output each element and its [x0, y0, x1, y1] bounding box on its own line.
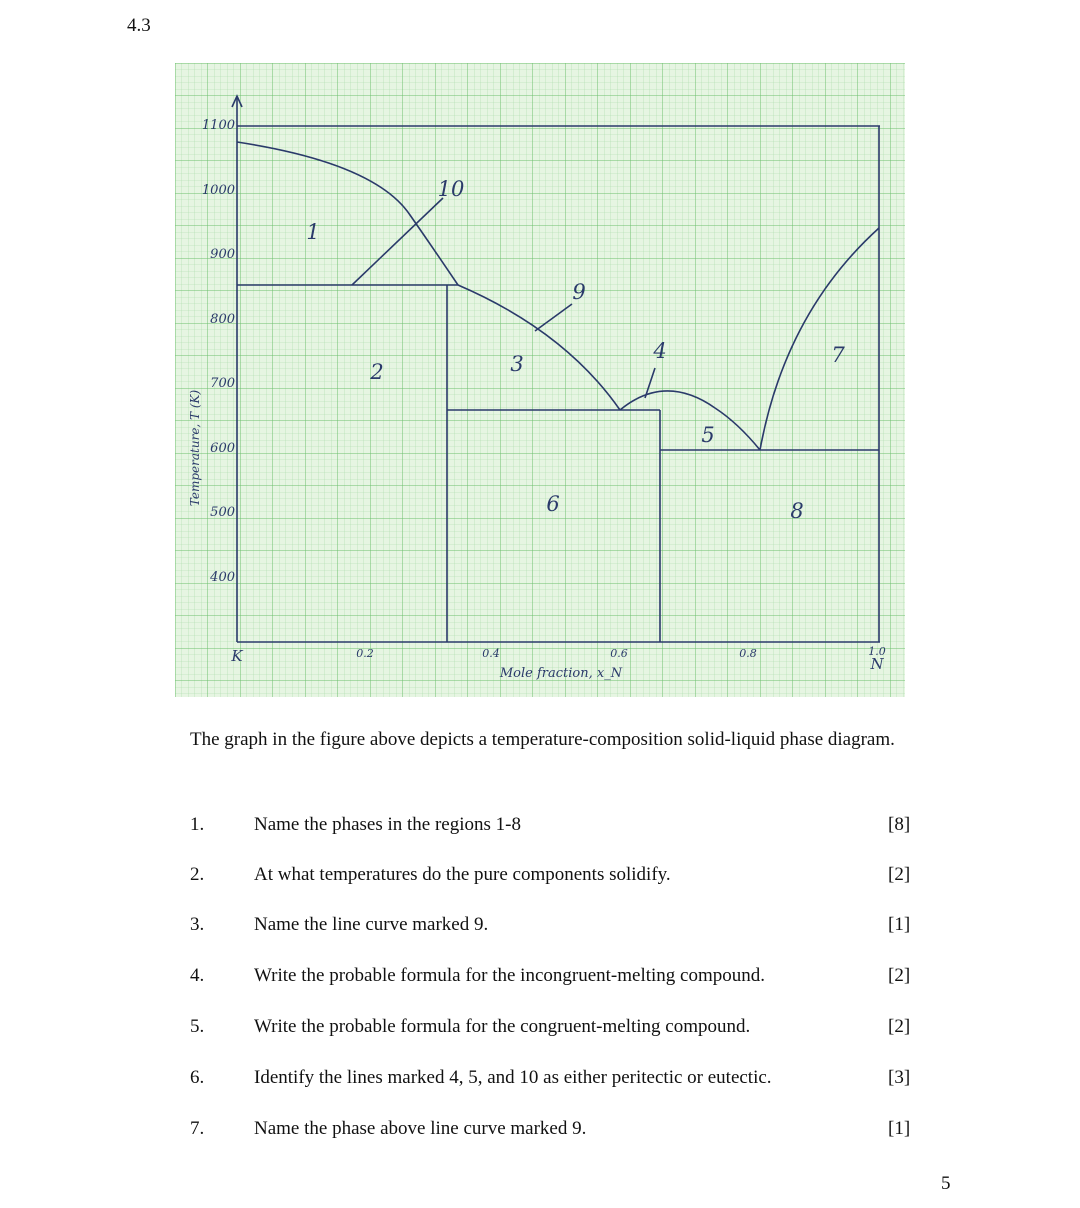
- region-label-6: 6: [546, 492, 560, 516]
- region-label-1: 1: [306, 220, 320, 244]
- region-label-3: 3: [510, 352, 524, 376]
- region-label-8: 8: [790, 499, 804, 523]
- phase-diagram-svg: [175, 63, 905, 697]
- question-item: [190, 864, 953, 894]
- question-number: 6.: [190, 1067, 205, 1088]
- question-marks: [2]: [888, 864, 911, 885]
- region-label-10: 10: [437, 177, 465, 201]
- x-tick-label: 0.6: [610, 647, 628, 660]
- question-item: [190, 914, 953, 944]
- question-text: Name the phase above line curve marked 9.: [254, 1118, 587, 1139]
- question-number: 1.: [190, 814, 205, 835]
- question-marks: [1]: [888, 1118, 911, 1139]
- question-number: 2.: [190, 864, 205, 885]
- region-label-2: 2: [370, 360, 384, 384]
- y-tick-label: 700: [210, 376, 235, 391]
- y-tick-label: 800: [210, 312, 235, 327]
- page-number: 5: [941, 1173, 951, 1194]
- intro-paragraph: The graph in the figure above depicts a temperature-composition solid-liquid phase diagram.: [190, 729, 895, 750]
- x-tick-label: 0.4: [482, 647, 500, 660]
- y-axis-title: Temperature, T (K): [188, 389, 202, 507]
- question-number: 4.: [190, 965, 205, 986]
- x-axis-end-label: N: [870, 655, 884, 673]
- graph-paper-grid: [175, 63, 905, 697]
- question-text: Write the probable formula for the incongruent-melting compound.: [254, 965, 766, 986]
- question-text: Write the probable formula for the congruent-melting compound.: [254, 1016, 751, 1037]
- region-label-9: 9: [572, 280, 586, 304]
- region-label-5: 5: [701, 423, 715, 447]
- x-tick-label: 0.2: [356, 647, 374, 660]
- x-axis-title: Mole fraction, x_N: [499, 666, 623, 681]
- region-label-4: 4: [653, 339, 667, 363]
- question-text: At what temperatures do the pure components solidify.: [254, 864, 671, 885]
- question-item: [190, 965, 953, 995]
- phase-diagram-figure: [175, 63, 905, 697]
- y-tick-label: 400: [210, 570, 235, 585]
- question-marks: [1]: [888, 914, 911, 935]
- question-marks: [2]: [888, 965, 911, 986]
- question-item: [190, 1118, 953, 1148]
- question-number: 7.: [190, 1118, 205, 1139]
- x-tick-label: 1.0: [868, 645, 886, 658]
- question-item: [190, 1067, 953, 1097]
- question-text: Identify the lines marked 4, 5, and 10 as either peritectic or eutectic.: [254, 1067, 772, 1088]
- question-marks: [3]: [888, 1067, 911, 1088]
- x-tick-label: 0.8: [739, 647, 757, 660]
- question-item: [190, 814, 953, 844]
- question-item: [190, 1016, 953, 1046]
- question-text: Name the line curve marked 9.: [254, 914, 489, 935]
- question-number: 3.: [190, 914, 205, 935]
- y-tick-label: 1000: [201, 183, 235, 198]
- question-number: 5.: [190, 1016, 205, 1037]
- question-marks: [2]: [888, 1016, 911, 1037]
- y-tick-label: 1100: [201, 118, 235, 133]
- y-tick-label: 500: [210, 505, 235, 520]
- region-label-7: 7: [831, 343, 845, 367]
- section-number: 4.3: [127, 15, 151, 36]
- y-tick-label: 600: [210, 441, 235, 456]
- y-tick-label: 900: [210, 247, 235, 262]
- question-text: Name the phases in the regions 1-8: [254, 814, 521, 835]
- question-marks: [8]: [888, 814, 911, 835]
- x-axis-start-label: K: [231, 647, 243, 665]
